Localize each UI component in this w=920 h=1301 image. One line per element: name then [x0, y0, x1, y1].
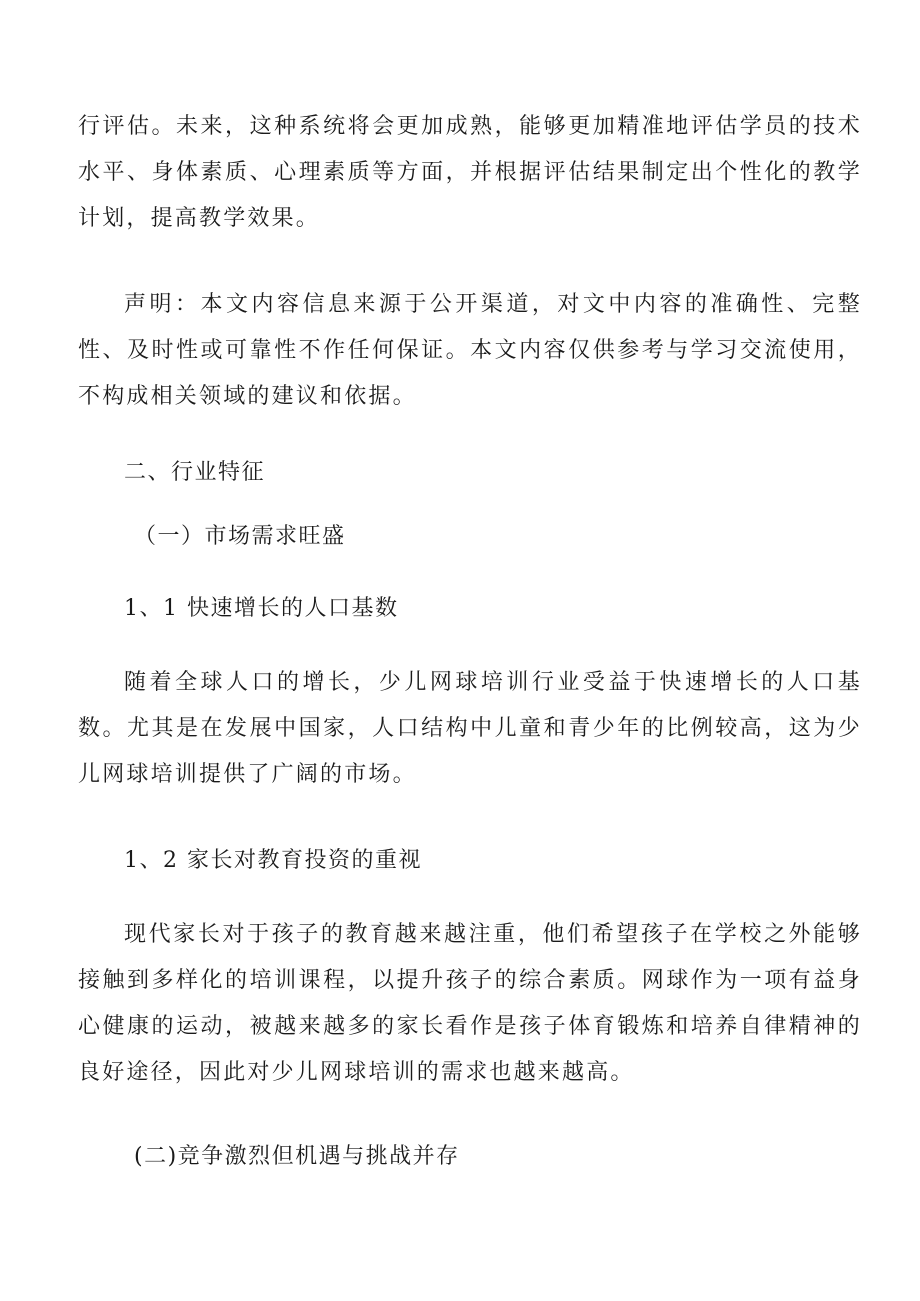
paragraph-disclaimer: 声明：本文内容信息来源于公开渠道，对文中内容的准确性、完整性、及时性或可靠性不作任何保证。本文内容仅供参考与学习交流使用，不构成相关领域的建议和依据。	[78, 292, 862, 409]
subsection-heading-competition: (二)竞争激烈但机遇与挑战并存	[134, 1144, 460, 1169]
section-heading-industry-features: 二、行业特征	[124, 460, 266, 485]
subsection-heading-market-demand: （一）市场需求旺盛	[134, 524, 346, 549]
paragraph-intro: 行评估。未来，这种系统将会更加成熟，能够更加精准地评估学员的技术水平、身体素质、心理素质等方面，并根据评估结果制定出个性化的教学计划，提高教学效果。	[78, 114, 862, 231]
paragraph-parent-investment: 现代家长对于孩子的教育越来越注重，他们希望孩子在学校之外能够接触到多样化的培训课程，以提升孩子的综合素质。网球作为一项有益身心健康的运动，被越来越多的家长看作是孩子体育锻炼和培养自律精神的良好途径，因此对少儿网球培训的需求也越来越高。	[78, 922, 862, 1085]
item-heading-parent-investment: 1、2 家长对教育投资的重视	[124, 848, 422, 873]
paragraph-population-growth: 随着全球人口的增长，少儿网球培训行业受益于快速增长的人口基数。尤其是在发展中国家，人口结构中儿童和青少年的比例较高，这为少儿网球培训提供了广阔的市场。	[78, 670, 862, 787]
item-heading-population-growth: 1、1 快速增长的人口基数	[124, 596, 399, 621]
